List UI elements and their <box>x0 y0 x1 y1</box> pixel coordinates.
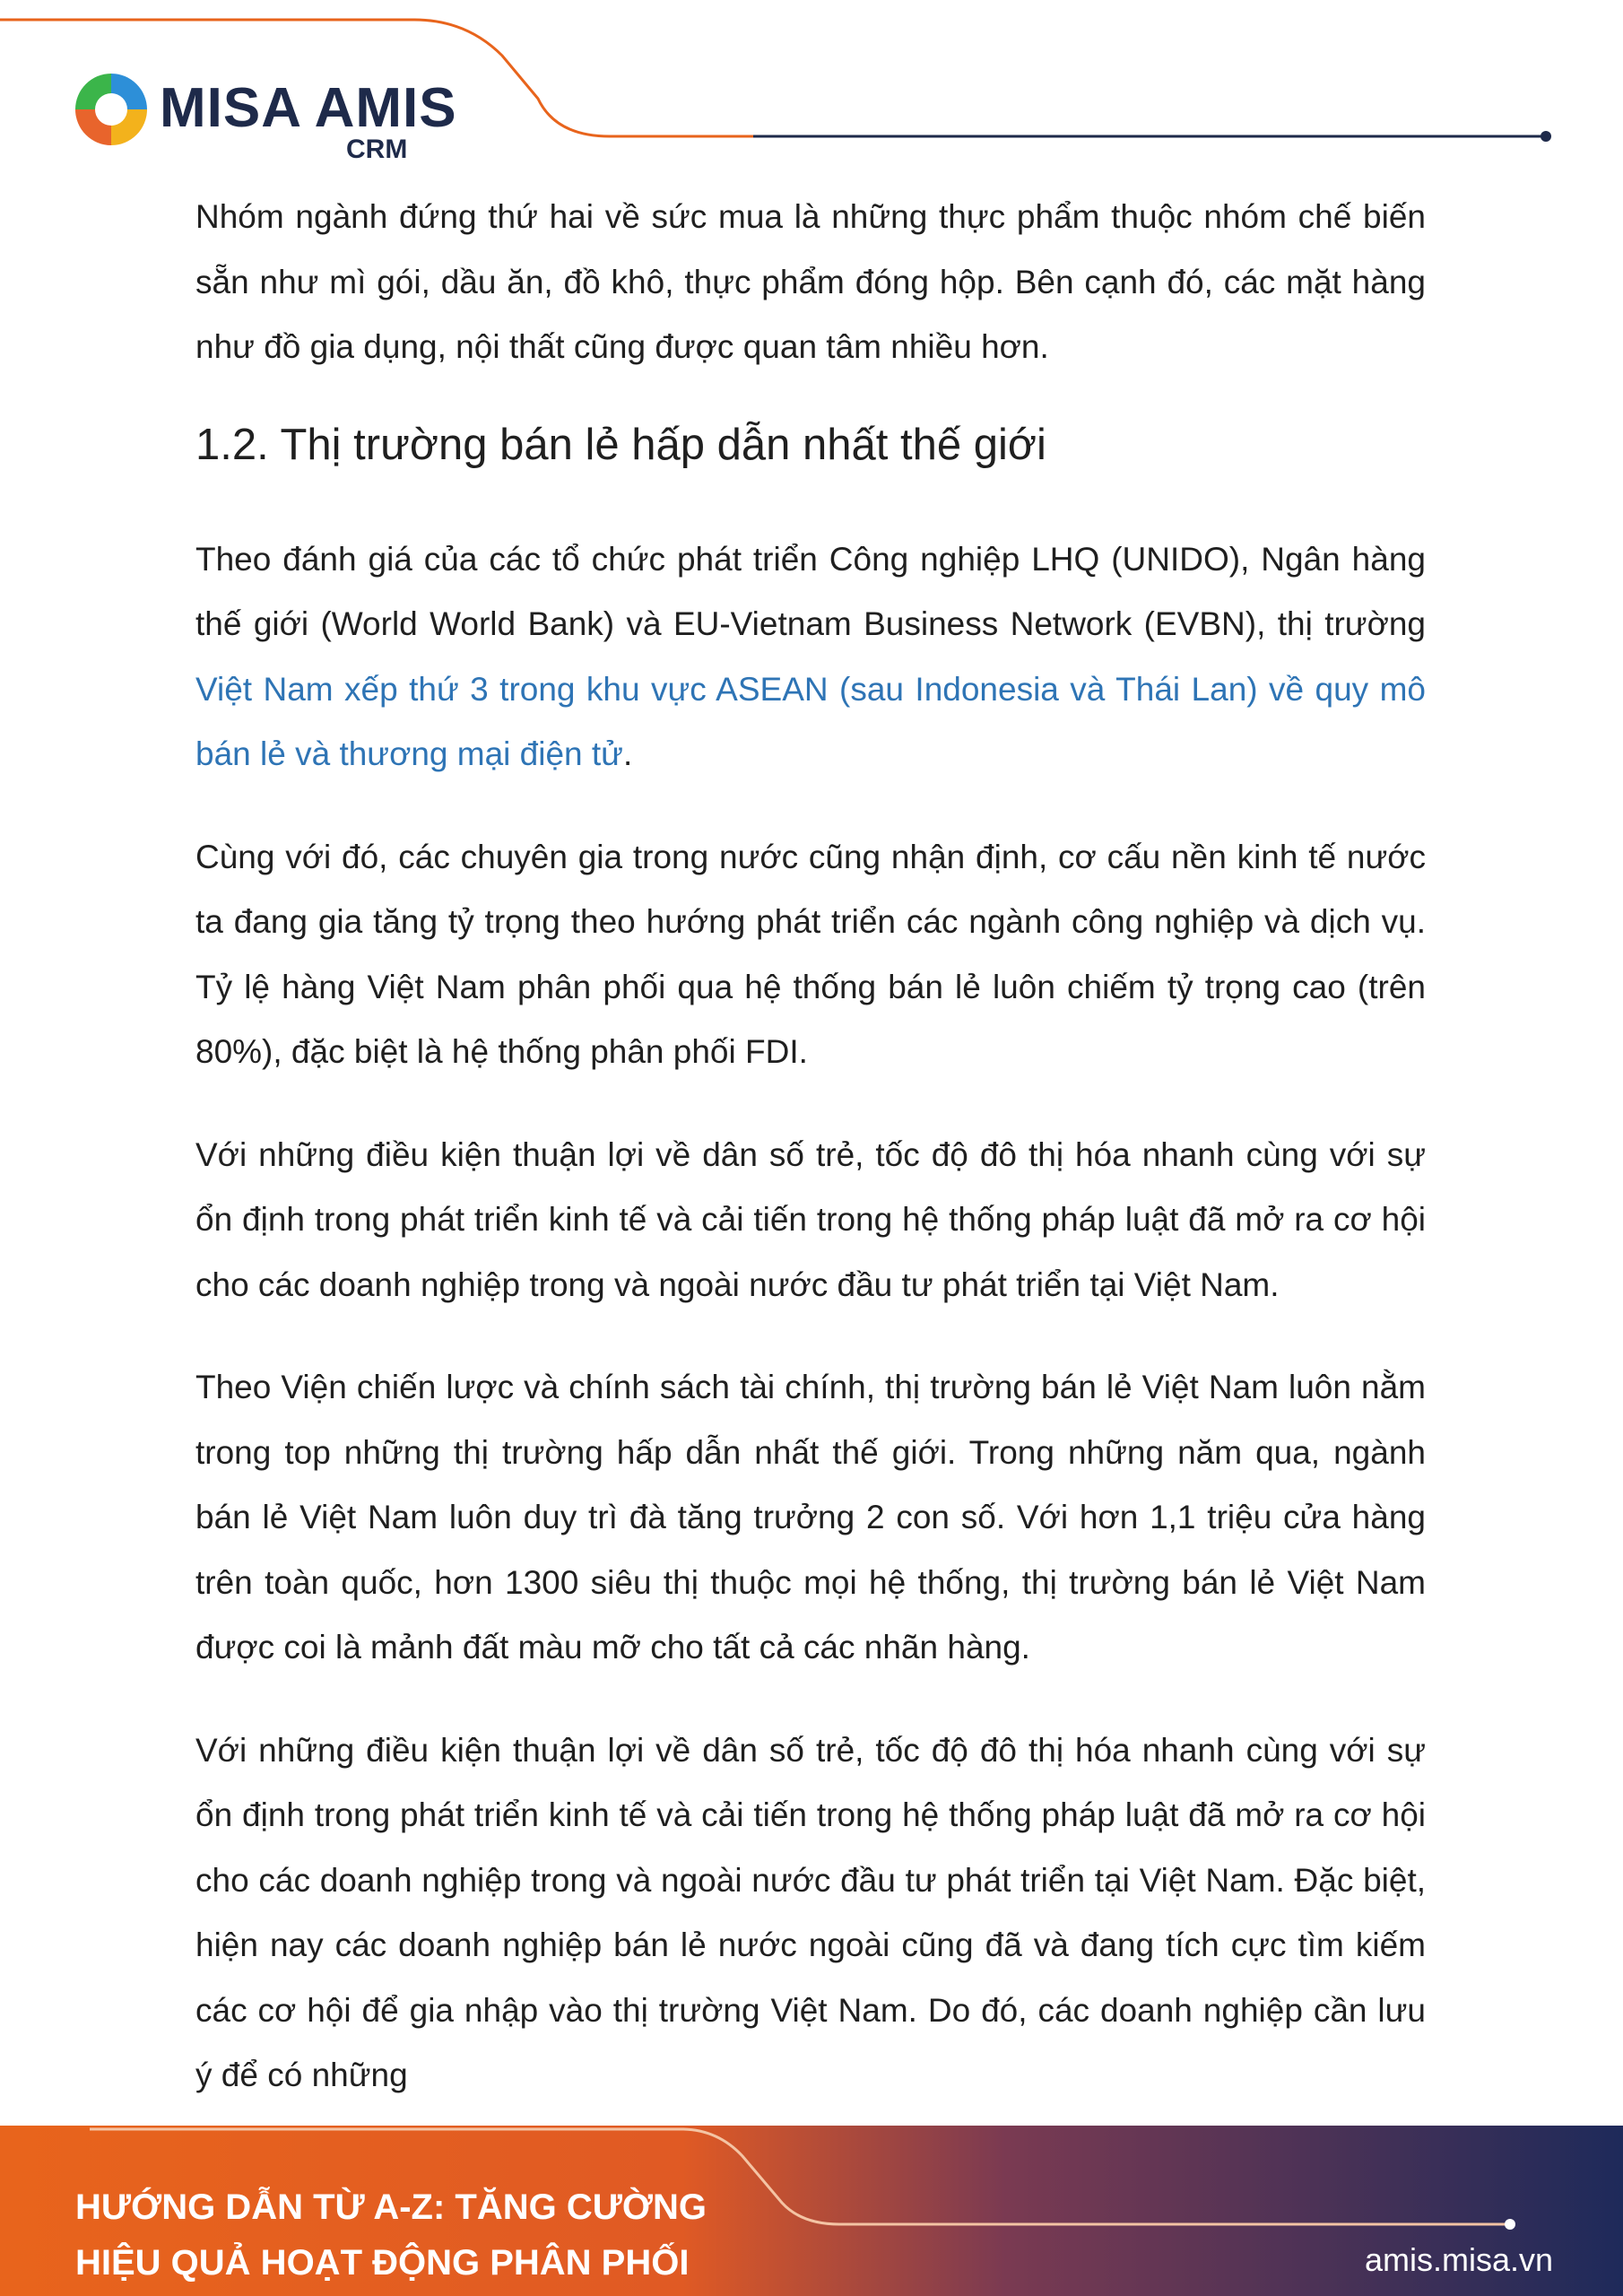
paragraph-2-text: Theo đánh giá của các tổ chức phát triển Công nghiệp LHQ (UNIDO), Ngân hàng thế giới (World World Bank) và EU-Vietnam Business Network (EVBN), thị trường <box>195 540 1426 642</box>
ranking-link[interactable]: Việt Nam xếp thứ 3 trong khu vực ASEAN (sau Indonesia và Thái Lan) về quy mô bán lẻ và thương mại điện tử <box>195 670 1426 772</box>
paragraph-3: Cùng với đó, các chuyên gia trong nước cũng nhận định, cơ cấu nền kinh tế nước ta đang gia tăng tỷ trọng theo hướng phát triển các ngành công nghiệp và dịch vụ. Tỷ lệ hàng Việt Nam phân phối qua hệ thống bán lẻ luôn chiếm tỷ trọng cao (trên 80%), đặc biệt là hệ thống phân phối FDI. <box>195 838 1426 1070</box>
misa-amis-logo <box>74 68 457 167</box>
paragraph-4: Với những điều kiện thuận lợi về dân số trẻ, tốc độ đô thị hóa nhanh cùng với sự ổn định trong phát triển kinh tế và cải tiến trong hệ thống pháp luật đã mở ra cơ hội cho các doanh nghiệp trong và ngoài nước đầu tư phát triển tại Việt Nam. <box>195 1135 1426 1303</box>
paragraph-2-end: . <box>622 735 633 772</box>
logo-text: MISA AMIS <box>160 77 457 139</box>
logo-mark-icon <box>74 72 149 147</box>
page-header <box>0 0 1623 179</box>
page-footer <box>0 2126 1623 2296</box>
paragraph-1: Nhóm ngành đứng thứ hai về sức mua là những thực phẩm thuộc nhóm chế biến sẵn như mì gói, dầu ăn, đồ khô, thực phẩm đóng hộp. Bên cạnh đó, các mặt hàng như đồ gia dụng, nội thất cũng được quan tâm nhiều hơn. <box>195 198 1426 365</box>
footer-title-line-2: HIỆU QUẢ HOẠT ĐỘNG PHÂN PHỐI <box>75 2243 690 2283</box>
footer-url[interactable]: amis.misa.vn <box>1364 2241 1553 2278</box>
paragraph-6: Với những điều kiện thuận lợi về dân số trẻ, tốc độ đô thị hóa nhanh cùng với sự ổn định trong phát triển kinh tế và cải tiến trong hệ thống pháp luật đã mở ra cơ hội cho các doanh nghiệp trong và ngoài nước đầu tư phát triển tại Việt Nam. Đặc biệt, hiện nay các doanh nghiệp bán lẻ nước ngoài cũng đã và đang tích cực tìm kiếm các cơ hội để gia nhập vào thị trường Việt Nam. Do đó, các doanh nghiệp cần lưu ý để có những <box>195 1731 1426 2093</box>
logo-subtext: CRM <box>346 135 408 164</box>
footer-title <box>75 2179 757 2291</box>
section-heading: 1.2. Thị trường bán lẻ hấp dẫn nhất thế giới <box>195 420 1046 469</box>
paragraph-5: Theo Viện chiến lược và chính sách tài chính, thị trường bán lẻ Việt Nam luôn nằm trong top những thị trường hấp dẫn nhất thế giới. Trong những năm qua, ngành bán lẻ Việt Nam luôn duy trì đà tăng trưởng 2 con số. Với hơn 1,1 triệu cửa hàng trên toàn quốc, hơn 1300 siêu thị thuộc mọi hệ thống, thị trường bán lẻ Việt Nam được coi là mảnh đất màu mỡ cho tất cả các nhãn hàng. <box>195 1369 1426 1665</box>
document-body <box>195 185 1426 2146</box>
paragraph-2 <box>195 527 1426 787</box>
footer-title-line-1: HƯỚNG DẪN TỪ A-Z: TĂNG CƯỜNG <box>75 2187 707 2227</box>
